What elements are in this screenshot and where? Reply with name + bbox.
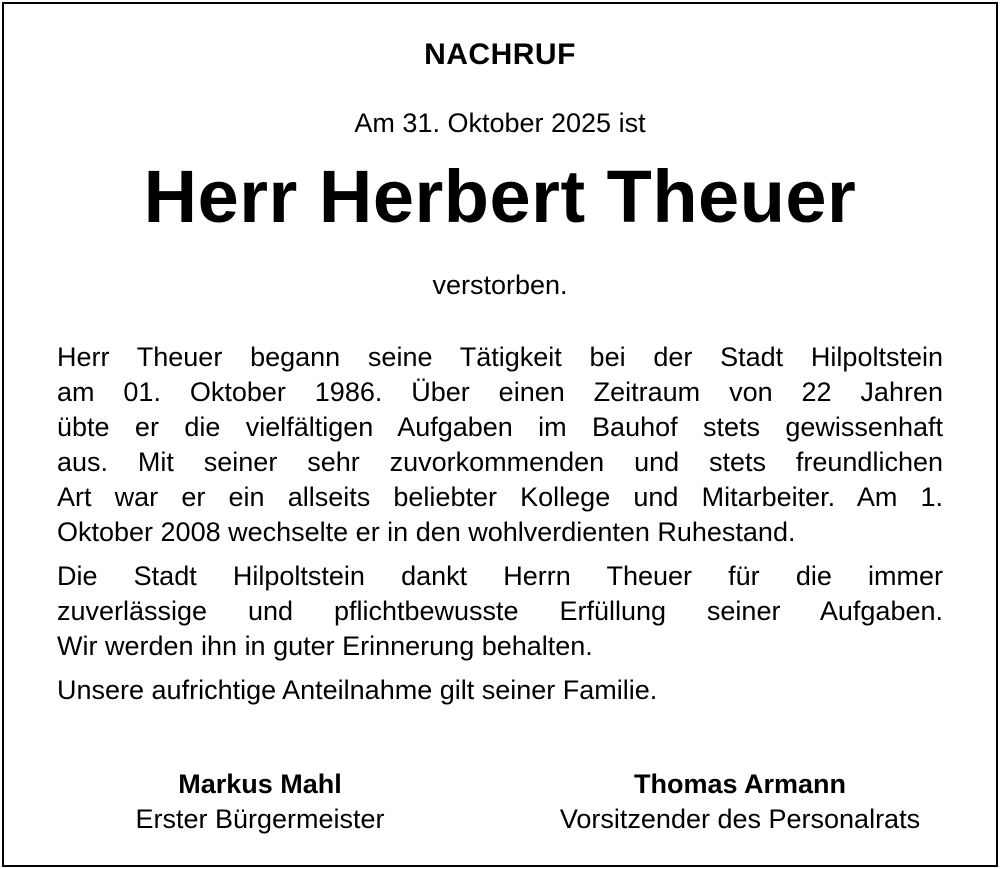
- text-line: Art war er ein allseits beliebter Kollege und Mitarbeiter. Am 1.: [57, 482, 943, 512]
- text-line: Herr Theuer begann seine Tätigkeit bei der Stadt Hilpoltstein: [57, 342, 943, 372]
- paragraph-career: [57, 340, 943, 550]
- signer-name: Thomas Armann: [633, 769, 847, 799]
- signer-title: Vorsitzender des Personalrats: [559, 804, 921, 834]
- text-line: Oktober 2008 wechselte er in den wohlverdienten Ruhestand.: [57, 517, 796, 547]
- deceased-line: verstorben.: [432, 270, 568, 300]
- text-line: Die Stadt Hilpoltstein dankt Herrn Theuer für die immer: [57, 561, 943, 591]
- signature-staff-council: [520, 767, 960, 837]
- signer-title: Erster Bürgermeister: [135, 804, 385, 834]
- text-line: Unsere aufrichtige Anteilnahme gilt seiner Familie.: [57, 675, 658, 705]
- text-line: übte er die vielfältigen Aufgaben im Bauhof stets gewissenhaft: [57, 412, 943, 442]
- signature-mayor: [100, 767, 420, 837]
- notice-body: [57, 340, 943, 717]
- deceased-name: Herr Herbert Theuer: [143, 155, 857, 238]
- text-line: am 01. Oktober 1986. Über einen Zeitraum von 22 Jahren: [57, 377, 943, 407]
- paragraph-condolence: [57, 673, 943, 708]
- notice-heading: NACHRUF: [424, 38, 576, 71]
- text-line: zuverlässige und pflichtbewusste Erfüllung seiner Aufgaben.: [57, 596, 943, 626]
- text-line: Wir werden ihn in guter Erinnerung behalten.: [57, 631, 593, 661]
- text-line: aus. Mit seiner sehr zuvorkommenden und stets freundlichen: [57, 447, 943, 477]
- death-date-line: Am 31. Oktober 2025 ist: [354, 108, 646, 138]
- paragraph-thanks: [57, 559, 943, 664]
- signer-name: Markus Mahl: [178, 769, 342, 799]
